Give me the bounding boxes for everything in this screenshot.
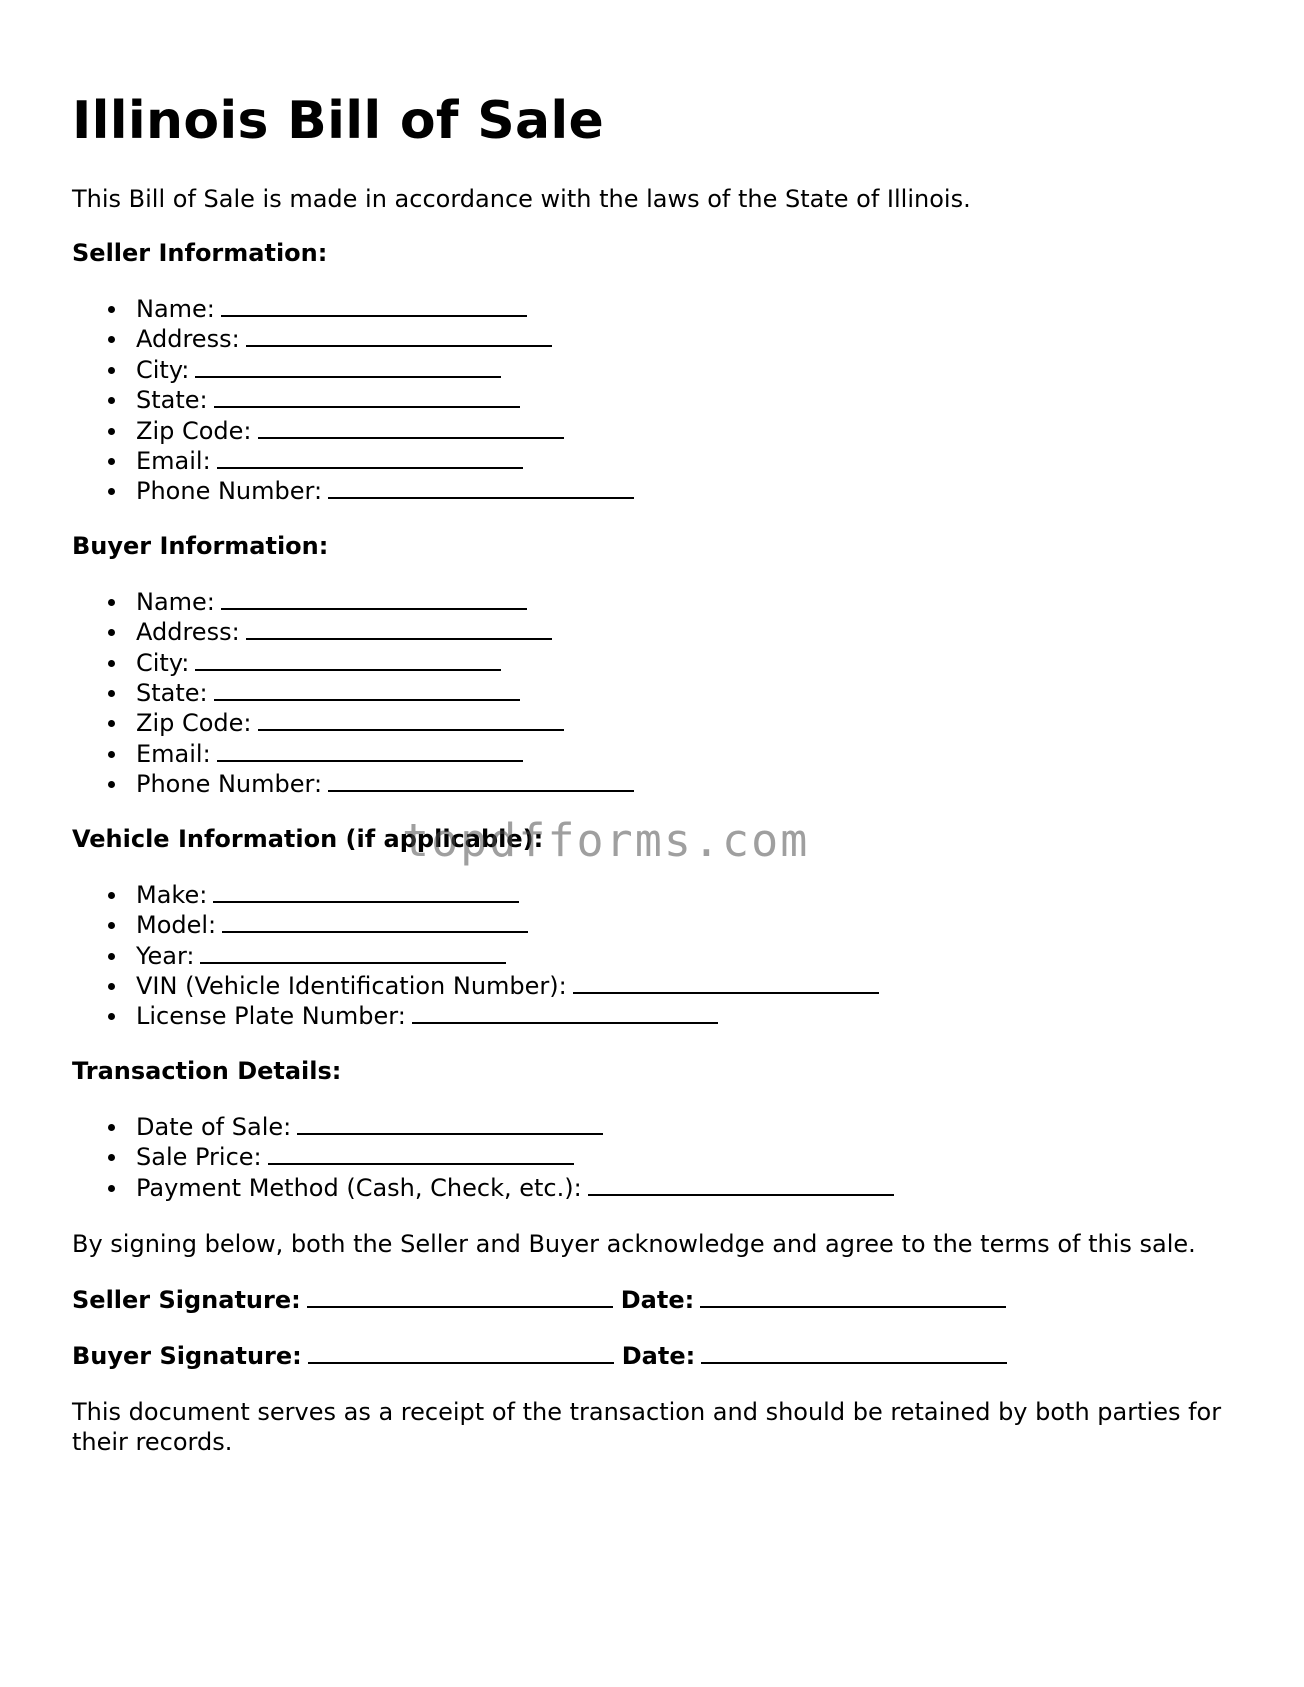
seller-field: [136, 446, 1232, 476]
field-label: Phone Number:: [136, 770, 323, 799]
buyer-field: [136, 648, 1232, 678]
blank-line[interactable]: [217, 740, 523, 762]
vehicle-heading: Vehicle Information (if applicable):: [72, 824, 544, 853]
blank-line[interactable]: [246, 325, 552, 347]
vehicle-field-list: [72, 880, 1232, 1032]
seller-field: [136, 355, 1232, 385]
buyer-field-list: [72, 587, 1232, 800]
field-label: Name:: [136, 587, 215, 616]
blank-line[interactable]: [222, 911, 528, 933]
field-label: Phone Number:: [136, 477, 323, 506]
field-label: Sale Price:: [136, 1143, 262, 1172]
field-label: Date of Sale:: [136, 1112, 292, 1141]
field-label: VIN (Vehicle Identification Number):: [136, 971, 567, 1000]
field-label: Email:: [136, 739, 211, 768]
seller-field: [136, 324, 1232, 354]
blank-line[interactable]: [214, 679, 520, 701]
vehicle-field: [136, 910, 1232, 940]
buyer-signature-label: Buyer Signature:: [72, 1341, 302, 1370]
blank-line[interactable]: [217, 447, 523, 469]
seller-signature-line[interactable]: [307, 1286, 613, 1308]
vehicle-field: [136, 971, 1232, 1001]
transaction-field-list: [72, 1112, 1232, 1203]
blank-line[interactable]: [195, 356, 501, 378]
buyer-field: [136, 617, 1232, 647]
seller-field: [136, 385, 1232, 415]
seller-field: [136, 416, 1232, 446]
blank-line[interactable]: [412, 1002, 718, 1024]
blank-line[interactable]: [573, 972, 879, 994]
field-label: Address:: [136, 618, 240, 647]
field-label: City:: [136, 355, 190, 384]
blank-line[interactable]: [297, 1113, 603, 1135]
buyer-field: [136, 769, 1232, 799]
blank-line[interactable]: [246, 618, 552, 640]
blank-line[interactable]: [213, 881, 519, 903]
field-label: Payment Method (Cash, Check, etc.):: [136, 1173, 582, 1202]
field-label: Name:: [136, 295, 215, 323]
field-label: Address:: [136, 325, 240, 354]
blank-line[interactable]: [221, 295, 527, 317]
transaction-heading: Transaction Details:: [72, 1056, 342, 1085]
transaction-field: [136, 1142, 1232, 1172]
seller-signature-label: Seller Signature:: [72, 1285, 301, 1314]
blank-line[interactable]: [200, 942, 506, 964]
seller-signature-row: [72, 1285, 1232, 1315]
buyer-signature-line[interactable]: [308, 1342, 614, 1364]
blank-line[interactable]: [328, 477, 634, 499]
blank-line[interactable]: [195, 649, 501, 671]
document-title: Illinois Bill of Sale: [72, 91, 605, 151]
buyer-field: [136, 739, 1232, 769]
watermark: topdfforms.com: [402, 814, 810, 867]
blank-line[interactable]: [221, 588, 527, 610]
field-label: State:: [136, 386, 208, 415]
field-label: State:: [136, 679, 208, 708]
buyer-date-label: Date:: [621, 1341, 696, 1370]
seller-field: [136, 294, 1232, 324]
acknowledgement-paragraph: By signing below, both the Seller and Buyer acknowledge and agree to the terms of this sale.: [72, 1229, 1196, 1258]
vehicle-field: [136, 941, 1232, 971]
blank-line[interactable]: [268, 1143, 574, 1165]
buyer-heading: Buyer Information:: [72, 531, 329, 560]
field-label: Year:: [136, 941, 195, 970]
seller-field-list: [72, 294, 1232, 507]
closing-paragraph: This document serves as a receipt of the transaction and should be retained by both parties for their records.: [72, 1397, 1222, 1456]
transaction-field: [136, 1173, 1232, 1203]
vehicle-field: [136, 880, 1232, 910]
blank-line[interactable]: [328, 770, 634, 792]
field-label: City:: [136, 648, 190, 677]
vehicle-field: [136, 1001, 1232, 1031]
buyer-date-line[interactable]: [701, 1342, 1007, 1364]
seller-field: [136, 476, 1232, 506]
field-label: Zip Code:: [136, 709, 252, 738]
blank-line[interactable]: [214, 386, 520, 408]
buyer-field: [136, 708, 1232, 738]
buyer-field: [136, 678, 1232, 708]
field-label: Model:: [136, 911, 217, 940]
buyer-field: [136, 587, 1232, 617]
intro-paragraph: This Bill of Sale is made in accordance with the laws of the State of Illinois.: [72, 185, 971, 213]
field-label: License Plate Number:: [136, 1002, 406, 1031]
seller-date-label: Date:: [620, 1285, 695, 1314]
transaction-field: [136, 1112, 1232, 1142]
field-label: Email:: [136, 447, 211, 476]
blank-line[interactable]: [258, 417, 564, 439]
buyer-signature-row: [72, 1341, 1232, 1371]
blank-line[interactable]: [258, 709, 564, 731]
seller-heading: Seller Information:: [72, 239, 328, 267]
seller-date-line[interactable]: [700, 1286, 1006, 1308]
blank-line[interactable]: [588, 1174, 894, 1196]
field-label: Zip Code:: [136, 416, 252, 445]
document-page: [72, 0, 1232, 1457]
field-label: Make:: [136, 880, 208, 909]
